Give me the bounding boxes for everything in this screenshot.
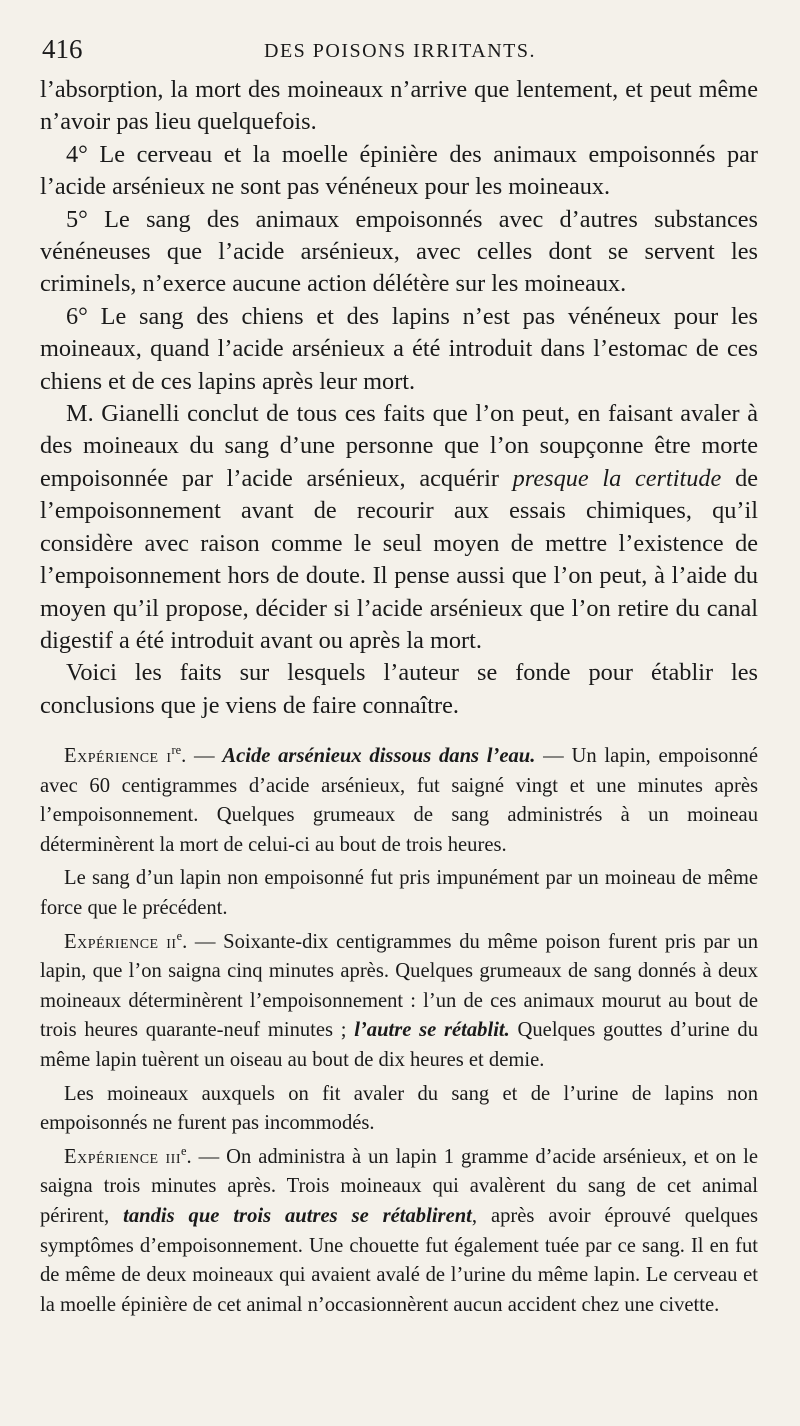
experiment-2-number: ii xyxy=(166,930,177,953)
experiment-1-title: Acide arsénieux dissous dans l’eau. xyxy=(222,745,536,767)
experiment-3-italic: tandis que trois autres se rétablirent xyxy=(123,1204,472,1227)
experiment-2-text-b: Quelques gouttes d’urine du même lapin tuèrent un oiseau au bout de dix heures et demie. xyxy=(40,1019,758,1071)
gianelli-text-a: M. Gianelli conclut de tous ces faits que l’on peut, en faisant avaler à des moineaux du sang d’une personne que l’on soupçonne être morte empoisonnée par l’acide arsénieux, acquérir xyxy=(40,400,758,492)
experiment-1-control: Le sang d’un lapin non empoisonné fut pris impunément par un moineau de même force que le précédent. xyxy=(40,867,758,919)
paragraph-continuation: l’absorption, la mort des moineaux n’arrive que lentement, et peut même n’avoir pas lieu quelquefois. xyxy=(40,76,758,136)
experiment-3 xyxy=(40,1143,758,1321)
main-text xyxy=(40,74,758,722)
experiment-1-sup: re xyxy=(171,743,182,758)
experiment-2-control: Les moineaux auxquels on fit avaler du sang et de l’urine de lapins non empoisonnés ne furent pas incommodés. xyxy=(40,1082,758,1135)
gianelli-italic: presque la certitude xyxy=(512,464,722,492)
running-head: DES POISONS IRRITANTS. xyxy=(264,40,536,62)
experiment-3-text-a: . — On administra à un lapin 1 gramme d’acide arsénieux, et on le saigna trois minutes après. Trois moineaux qui avalèrent du sang de cet animal périrent, xyxy=(40,1145,758,1227)
page-number: 416 xyxy=(42,34,83,64)
paragraph-gianelli xyxy=(40,398,758,657)
experiment-1-number: i xyxy=(166,745,172,767)
paragraph-conclusion-5: 5° Le sang des animaux empoisonnés avec d’autres substances vénéneuses que l’acide arsénieux, avec celles dont se servent les criminels, n’exerce aucune action délétère sur les moineaux. xyxy=(40,205,758,298)
experiment-2-italic: l’autre se rétablit. xyxy=(354,1019,510,1042)
experiment-3-text-b: , après avoir éprouvé quelques symptômes d’empoisonnement. Une chouette fut également tuée par ce sang. Il en fut de même de deux moineaux qui avaient avalé de l’urine du même lapin. Le cerveau et la moelle épinière de cet animal n’occasionnèrent aucun accident chez une civette. xyxy=(40,1204,758,1316)
experiment-3-number: iii xyxy=(165,1145,182,1168)
experiments-section xyxy=(40,742,758,1324)
gianelli-text-c: de l’empoisonnement avant de recourir aux essais chimiques, qu’il considère avec raison comme le seul moyen de mettre l’existence de l’empoisonnement hors de doute. Il pense aussi que l’on peut, à l’aide du moyen qu’il propose, décider si l’acide arsénieux que l’on retire du canal digestif a été introduit avant ou après la mort. xyxy=(40,464,759,654)
experiment-3-sup: e xyxy=(181,1143,187,1158)
experiment-2-sup: e xyxy=(176,928,183,943)
page-header xyxy=(42,32,758,66)
experiment-2 xyxy=(40,928,758,1076)
paragraph-conclusion-4: 4° Le cerveau et la moelle épinière des animaux empoisonnés par l’acide arsénieux ne sont pas vénéneux pour les moineaux. xyxy=(40,140,758,201)
paragraph-intro-experiments: Voici les faits sur lesquels l’auteur se fonde pour établir les conclusions que je viens de faire connaître. xyxy=(40,659,758,719)
experiment-3-label: Expérience xyxy=(64,1145,159,1168)
experiment-1-text: — Un lapin, empoisonné avec 60 centigrammes d’acide arsénieux, fut saigné vingt et une minutes après l’empoisonnement. Quelques grumeaux de sang administrés à un moineau déterminèrent la mort de celui-ci au bout de trois heures. xyxy=(40,745,758,856)
experiment-1-dash: . — xyxy=(181,745,223,767)
experiment-2-text-a: . — Soixante-dix centigrammes du même poison furent pris par un lapin, que l’on saigna cinq minutes après. Quelques grumeaux de sang donnés à deux moineaux déterminèrent l’empoisonnement : l’un de ces animaux mourut au bout de trois heures quarante-neuf minutes ; xyxy=(40,930,758,1042)
paragraph-conclusion-6: 6° Le sang des chiens et des lapins n’est pas vénéneux pour les moineaux, quand l’acide arsénieux a été introduit dans l’estomac de ces chiens et de ces lapins après leur mort. xyxy=(40,302,758,395)
experiment-1 xyxy=(40,742,758,860)
experiment-1-label: Expérience xyxy=(64,745,159,767)
experiment-2-label: Expérience xyxy=(64,930,159,953)
